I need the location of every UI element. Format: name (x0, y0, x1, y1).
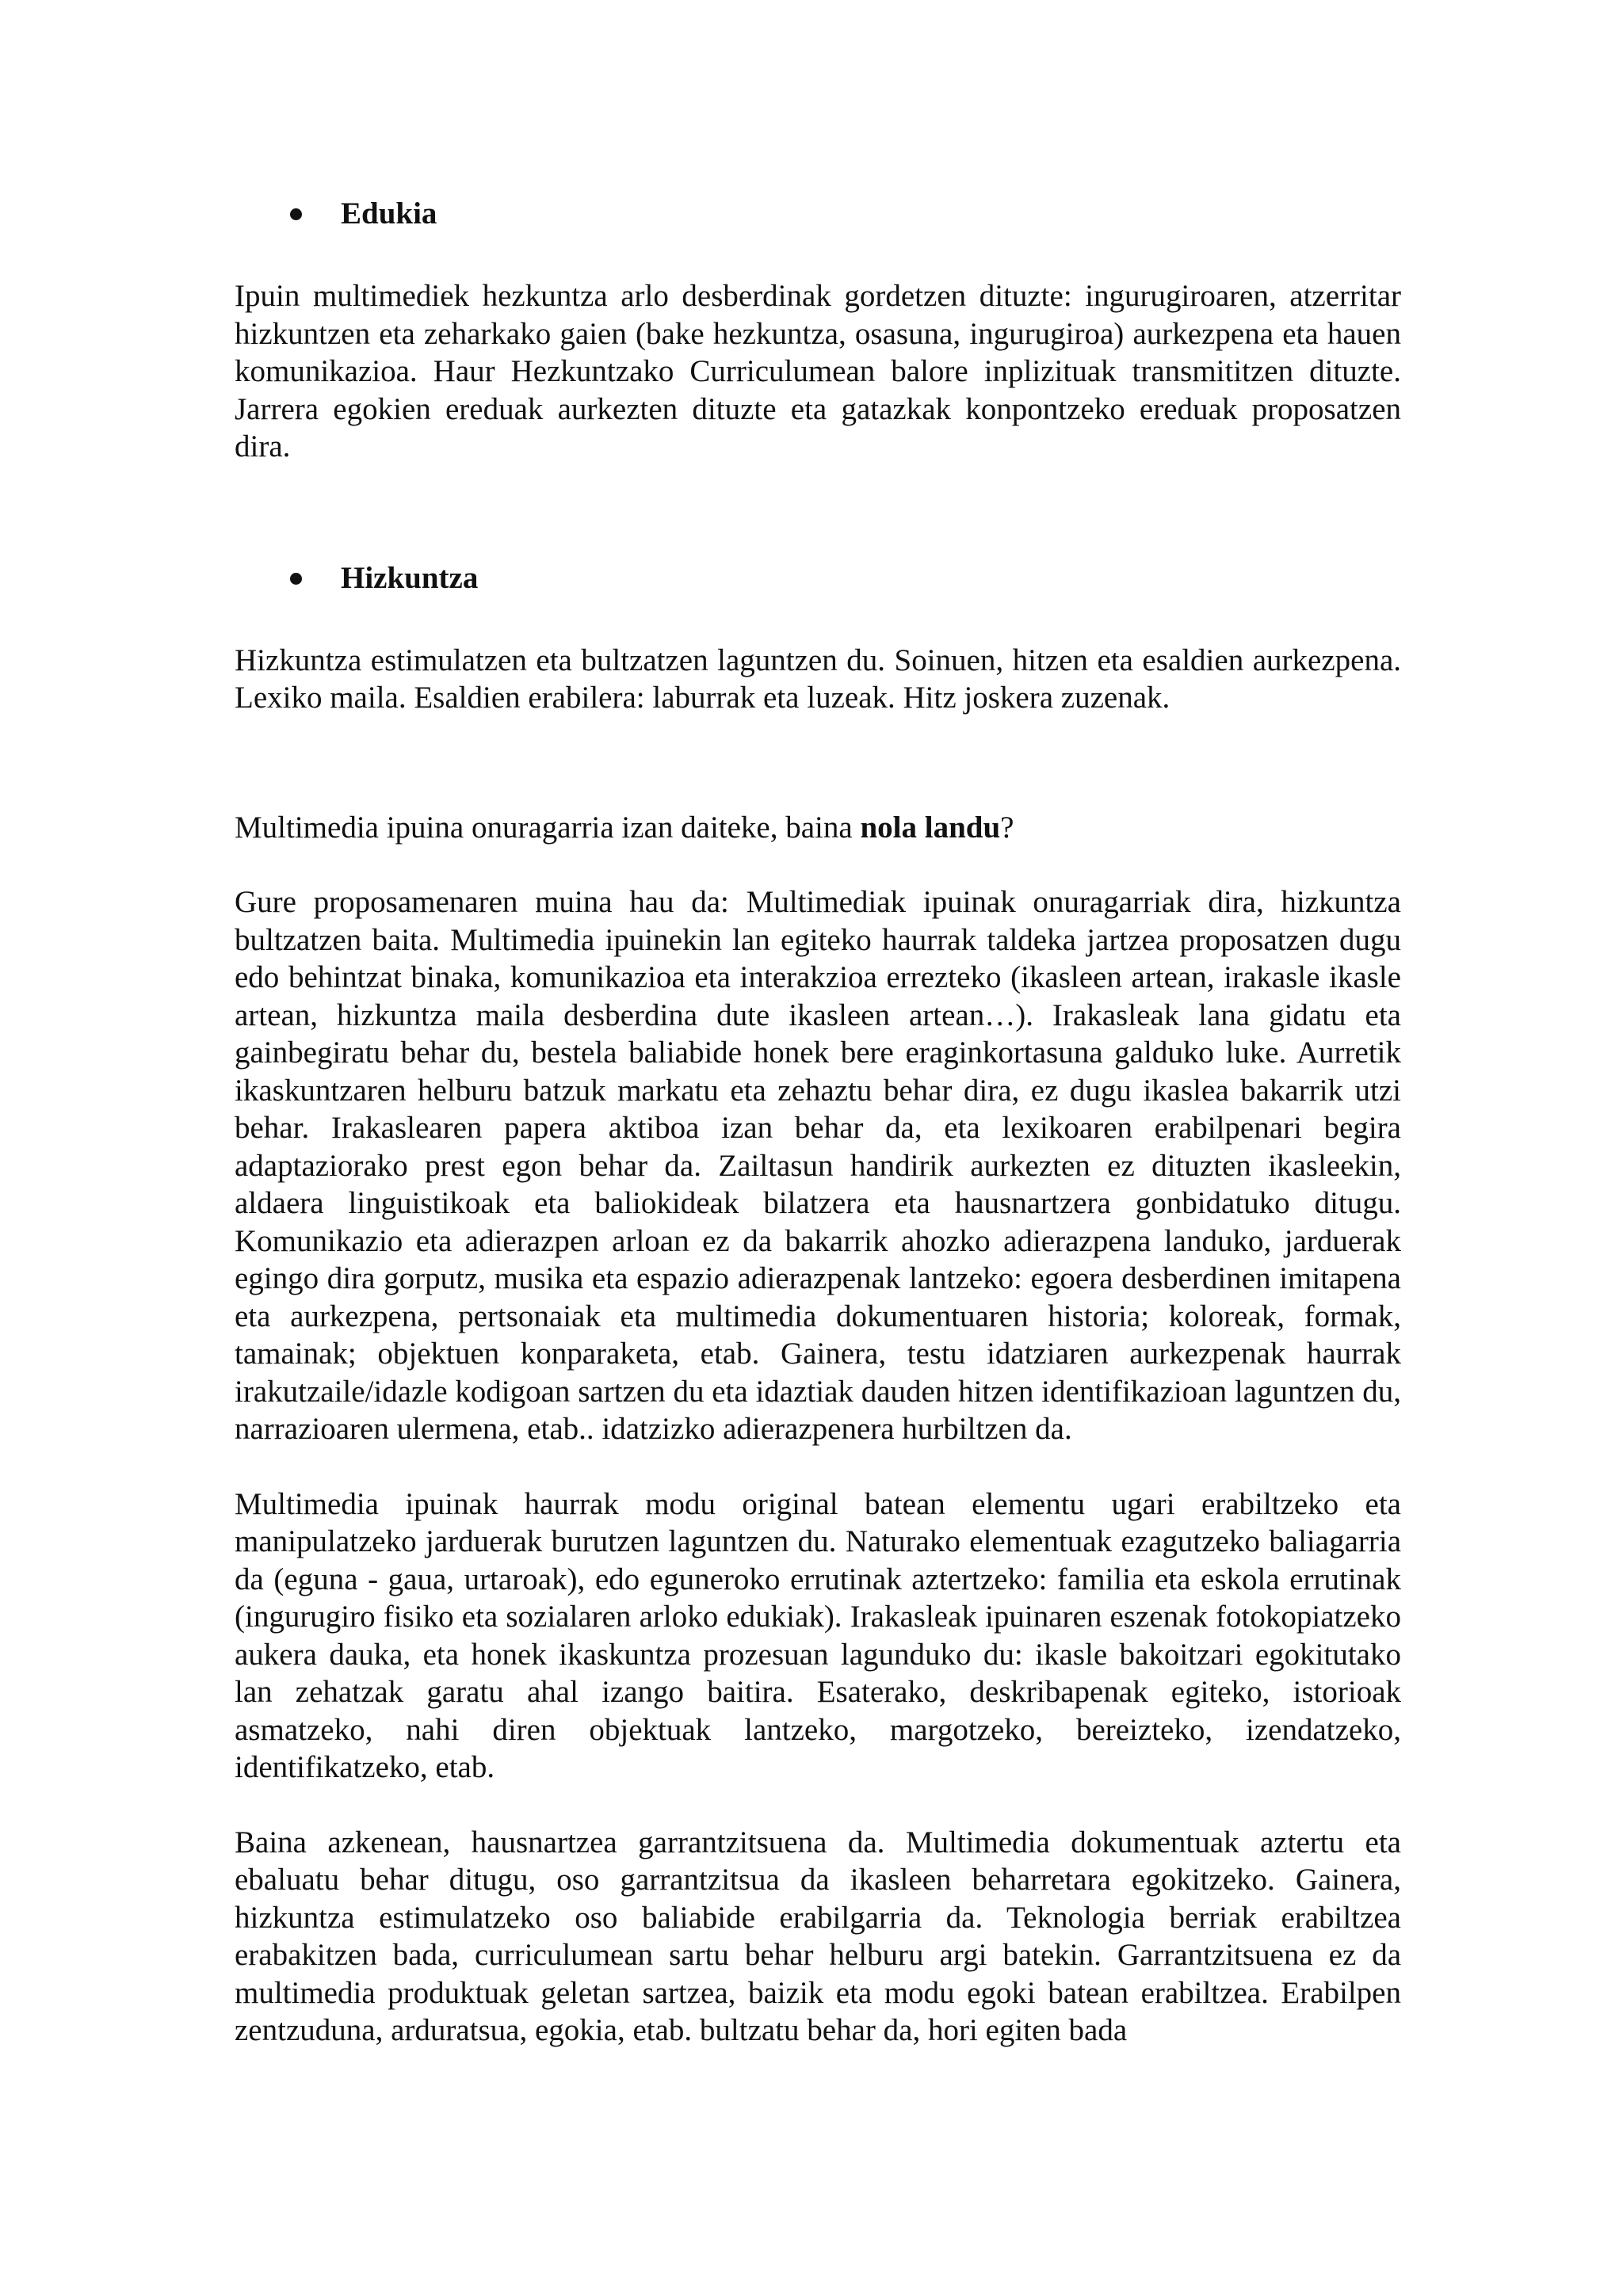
body-paragraph-1: Gure proposamenaren muina hau da: Multimediak ipuinak onuragarriak dira, hizkuntza bultzatzen baita. Multimedia ipuinekin lan egiteko haurrak taldeka jartzea proposatzen dugu edo behintzat binaka, komunikazioa eta interakzioa errezteko (ikasleen artean, irakasle ikasle artean, hizkuntza maila desberdina dute ikasleen artean…). Irakasleak lana gidatu eta gainbegiratu behar du, bestela baliabide honek bere eraginkortasuna galduko luke. Aurretik ikaskuntzaren helburu batzuk markatu eta zehaztu behar dira, ez dugu ikaslea bakarrik utzi behar. Irakaslearen papera aktiboa izan behar da, eta lexikoaren erabilpenari begira adaptaziorako prest egon behar da. Zailtasun handirik aurkezten ez dituzten ikasleekin, aldaera linguistikoak eta baliokideak bilatzera eta hausnartzera gonbidatuko ditugu. Komunikazio eta adierazpen arloan ez da bakarrik ahozko adierazpena landuko, jarduerak egingo dira gorputz, musika eta espazio adierazpenak lantzeko: egoera desberdinen imitapena eta aurkezpena, pertsonaiak eta multimedia dokumentuaren historia; koloreak, formak, tamainak; objektuen konparaketa, etab. Gainera, testu idatziaren aurkezpenak haurrak irakutzaile/idazle kodigoan sartzen du eta idaztiak dauden hitzen identifikazioan laguntzen du, narrazioaren ulermena, etab.. idatzizko adierazpenera hurbiltzen da. (235, 885, 1401, 1446)
section-heading-edukia (235, 195, 1401, 233)
question-text: Multimedia ipuina onuragarria izan daiteke, baina (235, 810, 861, 845)
heading-text: Edukia (341, 196, 437, 231)
heading-text: Hizkuntza (341, 560, 479, 595)
section-heading-hizkuntza (235, 559, 1401, 597)
question-line (235, 809, 1401, 847)
body-paragraph-3: Baina azkenean, hausnartzea garrantzitsuena da. Multimedia dokumentuak aztertu eta ebaluatu behar ditugu, oso garrantzitsua da ikasleen beharretara egokitzeko. Gainera, hizkuntza estimulatzeko oso baliabide erabilgarria da. Teknologia berriak erabiltzea erabakitzen bada, curriculumean sartu behar helburu argi batekin. Garrantzitsuena ez da multimedia produktuak geletan sartzea, baizik eta modu egoki batean erabiltzea. Erabilpen zentzuduna, arduratsua, egokia, etab. bultzatu behar da, hori egiten bada (235, 1825, 1401, 2047)
bullet-icon (290, 573, 302, 585)
question-emphasis: nola landu (860, 810, 1001, 845)
question-mark: ? (1000, 810, 1014, 845)
document-page (235, 195, 1401, 2050)
body-paragraph-2: Multimedia ipuinak haurrak modu original batean elementu ugari erabiltzeko eta manipulatzeko jarduerak burutzen laguntzen du. Naturako elementuak ezagutzeko baliagarria da (eguna - gaua, urtaroak), edo eguneroko errutinak aztertzeko: familia eta eskola errutinak (ingurugiro fisiko eta sozialaren arloko edukiak). Irakasleak ipuinaren eszenak fotokopiatzeko aukera dauka, eta honek ikaskuntza prozesuan lagunduko du: ikasle bakoitzari egokitutako lan zehatzak garatu ahal izango baitira. Esaterako, deskribapenak egiteko, istorioak asmatzeko, nahi diren objektuak lantzeko, margotzeko, bereizteko, izendatzeko, identifikatzeko, etab. (235, 1486, 1401, 1784)
bullet-icon (290, 208, 302, 220)
hizkuntza-paragraph: Hizkuntza estimulatzen eta bultzatzen laguntzen du. Soinuen, hitzen eta esaldien aurkezpena. Lexiko maila. Esaldien erabilera: laburrak eta luzeak. Hitz joskera zuzenak. (235, 643, 1401, 715)
edukia-paragraph: Ipuin multimediek hezkuntza arlo desberdinak gordetzen dituzte: ingurugiroaren, atzerritar hizkuntzen eta zeharkako gaien (bake hezkuntza, osasuna, ingurugiroa) aurkezpena eta hauen komunikazioa. Haur Hezkuntzako Curriculumean balore inplizituak transmititzen dituzte. Jarrera egokien ereduak aurkezten dituzte eta gatazkak konpontzeko ereduak proposatzen dira. (235, 279, 1401, 463)
